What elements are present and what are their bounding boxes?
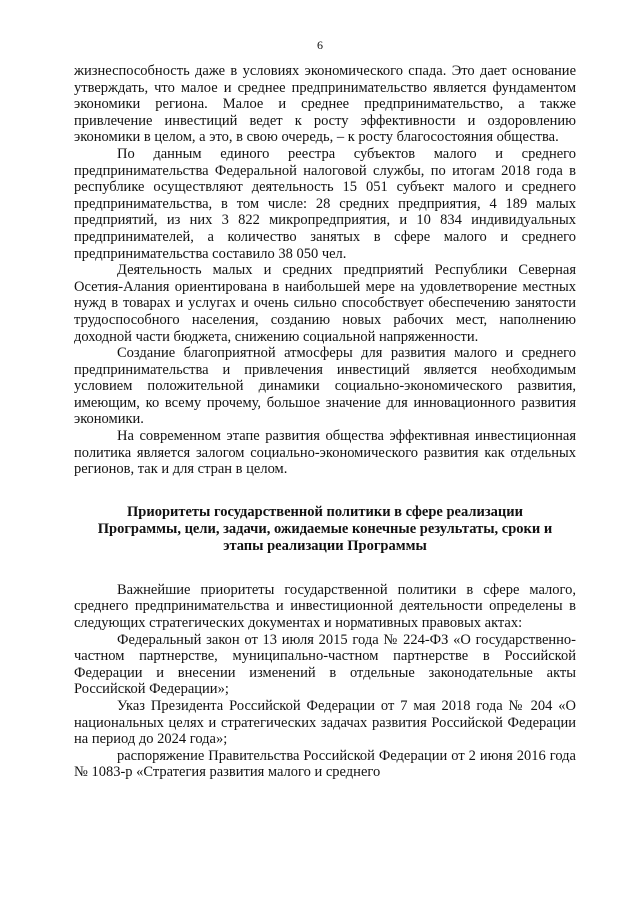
section-heading-line: этапы реализации Программы [223, 537, 427, 554]
section-heading-line: Приоритеты государственной политики в сфере реализации [127, 503, 523, 520]
section-heading [74, 504, 576, 555]
document-body [74, 63, 576, 781]
paragraph-government-order: распоряжение Правительства Российской Федерации от 2 июня 2016 года № 1083-р «Стратегия развития малого и среднего [74, 747, 576, 781]
page-number: 6 [317, 38, 323, 52]
paragraph-investment-policy: На современном этапе развития общества эффективная инвестиционная политика является залогом социально-экономического развития как отдельных регионов, так и для стран в целом. [74, 428, 576, 478]
paragraph-presidential-decree: Указ Президента Российской Федерации от 7 мая 2018 года № 204 «О национальных целях и стратегических задачах развития Российской Федерации на период до 2024 года»; [74, 698, 576, 748]
paragraph-economic-basis: жизнеспособность даже в условиях экономического спада. Это дает основание утверждать, что малое и среднее предпринимательство является фундаментом экономики региона. Малое и среднее предпринимательство, а также привлечение инвестиций ведет к росту эффективности и оздоровлению экономики в целом, а это, в свою очередь, – к росту благосостояния общества. [74, 63, 576, 146]
paragraph-federal-law: Федеральный закон от 13 июля 2015 года № 224-ФЗ «О государственно-частном партнерстве, муниципально-частном партнерстве в Российской Федерации и внесении изменений в отдельные законодательные акты Российской Федерации»; [74, 631, 576, 698]
paragraph-priorities-intro: Важнейшие приоритеты государственной политики в сфере малого, среднего предпринимательства и инвестиционной деятельности определены в следующих стратегических документах и нормативных правовых актах: [74, 581, 576, 632]
paragraph-registry-statistics: По данным единого реестра субъектов малого и среднего предпринимательства Федеральной налоговой службы, по итогам 2018 года в республике осуществляют деятельность 15 051 субъект малого и среднего предпринимательства, в том числе: 28 средних предприятия, 4 189 малых предприятий, из них 3 822 микропредприятия, и 10 834 индивидуальных предпринимателей, а количество занятых в сфере малого и среднего предпринимательства составило 38 050 чел. [74, 145, 576, 262]
paragraph-sme-activity: Деятельность малых и средних предприятий Республики Северная Осетия-Алания ориентирована в наибольшей мере на удовлетворение местных нужд в товарах и услугах и очень сильно способствует обеспечению занятости трудоспособного населения, созданию новых рабочих мест, наполнению доходной части бюджета, снижению социальной напряженности. [74, 262, 576, 345]
paragraph-favorable-atmosphere: Создание благоприятной атмосферы для развития малого и среднего предпринимательства и привлечения инвестиций является необходимым условием положительной динамики социально-экономического развития, имеющим, ко всему прочему, большое значение для инновационного развития экономики. [74, 345, 576, 428]
section-heading-line: Программы, цели, задачи, ожидаемые конечные результаты, сроки и [97, 520, 553, 537]
